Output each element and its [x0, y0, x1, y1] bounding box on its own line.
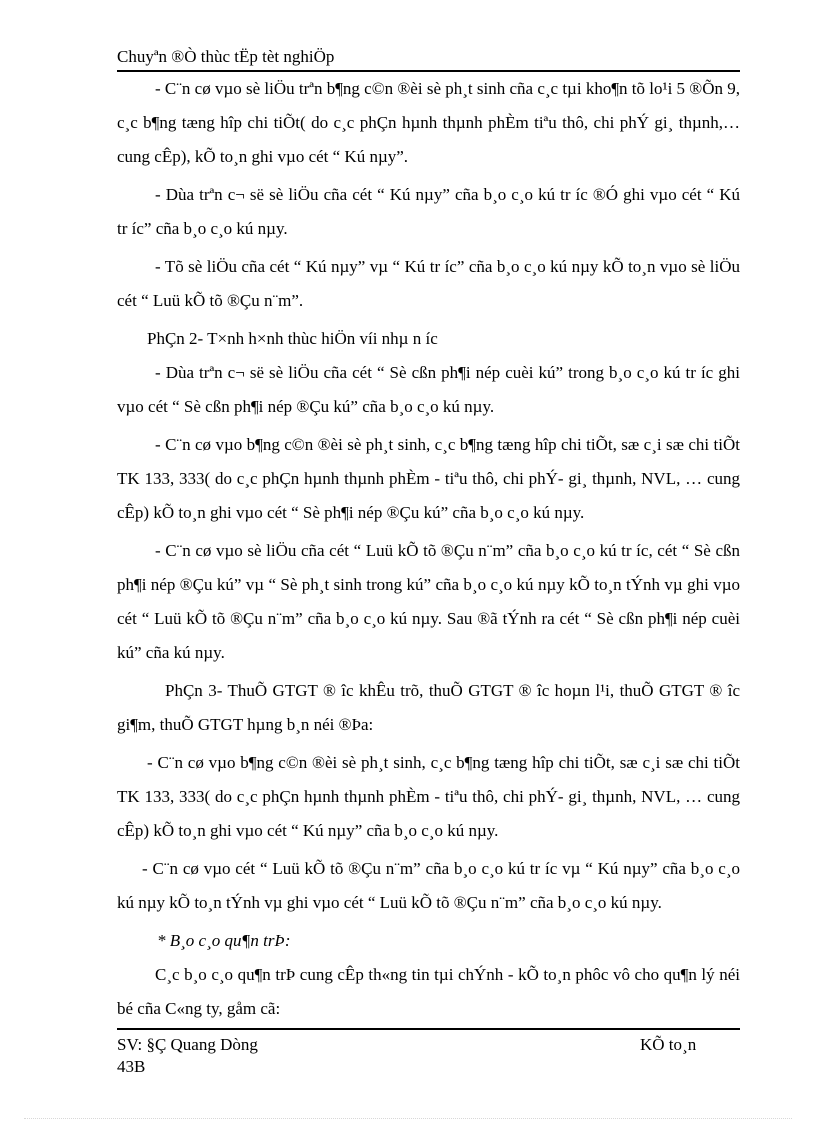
- section-heading: PhÇn 3- ThuÕ GTGT ® îc khÊu trõ, thuÕ GTGT ® îc hoµn l¹i, thuÕ GTGT ® îc gi¶m, thuÕ GTGT hµng b¸n néi ®Þa:: [117, 681, 740, 734]
- paragraph: - C¨n cø vµo sè liÖu trªn b¶ng c©n ®èi sè ph¸t sinh cña c¸c tµi kho¶n tõ lo¹i 5 ®Õn 9, c¸c b¶ng tæng hîp chi tiÕt( do c¸c phÇn hµnh thµnh phÈm tiªu thô, chi phÝ gi¸ thµnh,… cung cÊp), kÕ to¸n ghi vµo cét “ Kú nµy”.: [117, 79, 740, 166]
- footer-department: KÕ to¸n: [640, 1035, 697, 1054]
- paragraph: - C¨n cø vµo sè liÖu cña cét “ Luü kÕ tõ ®Çu n¨m” cña b¸o c¸o kú tr íc, cét “ Sè cßn ph¶i nép ®Çu kú” vµ “ Sè ph¸t sinh trong kú” cña b¸o c¸o kú nµy kÕ to¸n tÝnh vµ ghi vµo cét “ Luü kÕ tõ ®Çu n¨m” cña b¸o c¸o kú nµy. Sau ®ã tÝnh ra cét “ Sè cßn ph¶i nép cuèi kú” cña kú nµy.: [117, 541, 740, 662]
- student-name: SV: §Ç Quang Dòng: [117, 1035, 258, 1054]
- paragraph: - Tõ sè liÖu cña cét “ Kú nµy” vµ “ Kú tr íc” cña b¸o c¸o kú nµy kÕ to¸n vµo sè liÖu cét “ Luü kÕ tõ ®Çu n¨m”.: [117, 257, 740, 310]
- section-heading: PhÇn 2- T×nh h×nh thùc hiÖn víi nhµ n íc: [147, 329, 438, 348]
- paragraph: - C¨n cø vµo b¶ng c©n ®èi sè ph¸t sinh, c¸c b¶ng tæng hîp chi tiÕt, sæ c¸i sæ chi tiÕt TK 133, 333( do c¸c phÇn hµnh thµnh phÈm - tiªu thô, chi phÝ- gi¸ thµnh, NVL, … cung cÊp) kÕ to¸n ghi vµo cét “ Kú nµy” cña b¸o c¸o kú nµy.: [117, 753, 740, 840]
- paragraph: - Dùa trªn c¬ së sè liÖu cña cét “ Kú nµy” cña b¸o c¸o kú tr íc ®Ó ghi vµo cét “ Kú tr íc” cña b¸o c¸o kú nµy.: [117, 185, 740, 238]
- paragraph: C¸c b¸o c¸o qu¶n trÞ cung cÊp th«ng tin tµi chÝnh - kÕ to¸n phôc vô cho qu¶n lý néi bé cña C«ng ty, gåm cã:: [117, 965, 740, 1018]
- document-body: [117, 72, 740, 1030]
- running-header: Chuyªn ®Ò thùc tËp tèt nghiÖp: [117, 47, 335, 66]
- footer-student: [117, 1034, 258, 1078]
- page-edge-divider: [24, 1118, 792, 1119]
- paragraph: - Dùa trªn c¬ së sè liÖu cña cét “ Sè cßn ph¶i nép cuèi kú” trong b¸o c¸o kú tr íc ghi vµo cét “ Sè cßn ph¶i nép ®Çu kú” cña b¸o c¸o kú nµy.: [117, 363, 740, 416]
- footer-rule: [117, 1028, 740, 1030]
- paragraph: - C¨n cø vµo b¶ng c©n ®èi sè ph¸t sinh, c¸c b¶ng tæng hîp chi tiÕt, sæ c¸i sæ chi tiÕt TK 133, 333( do c¸c phÇn hµnh thµnh phÈm - tiªu thô, chi phÝ- gi¸ thµnh, NVL, … cung cÊp) kÕ to¸n ghi vµo cét “ Sè ph¶i nép ®Çu kú” cña b¸o c¸o kú nµy.: [117, 435, 740, 522]
- paragraph: - C¨n cø vµo cét “ Luü kÕ tõ ®Çu n¨m” cña b¸o c¸o kú tr íc vµ “ Kú nµy” cña b¸o c¸o kú nµy kÕ to¸n tÝnh vµ ghi vµo cét “ Luü kÕ tõ ®Çu n¨m” cña b¸o c¸o kú nµy.: [117, 859, 740, 912]
- subsection-heading: * B¸o c¸o qu¶n trÞ:: [157, 931, 291, 950]
- class-code: 43B: [117, 1057, 146, 1076]
